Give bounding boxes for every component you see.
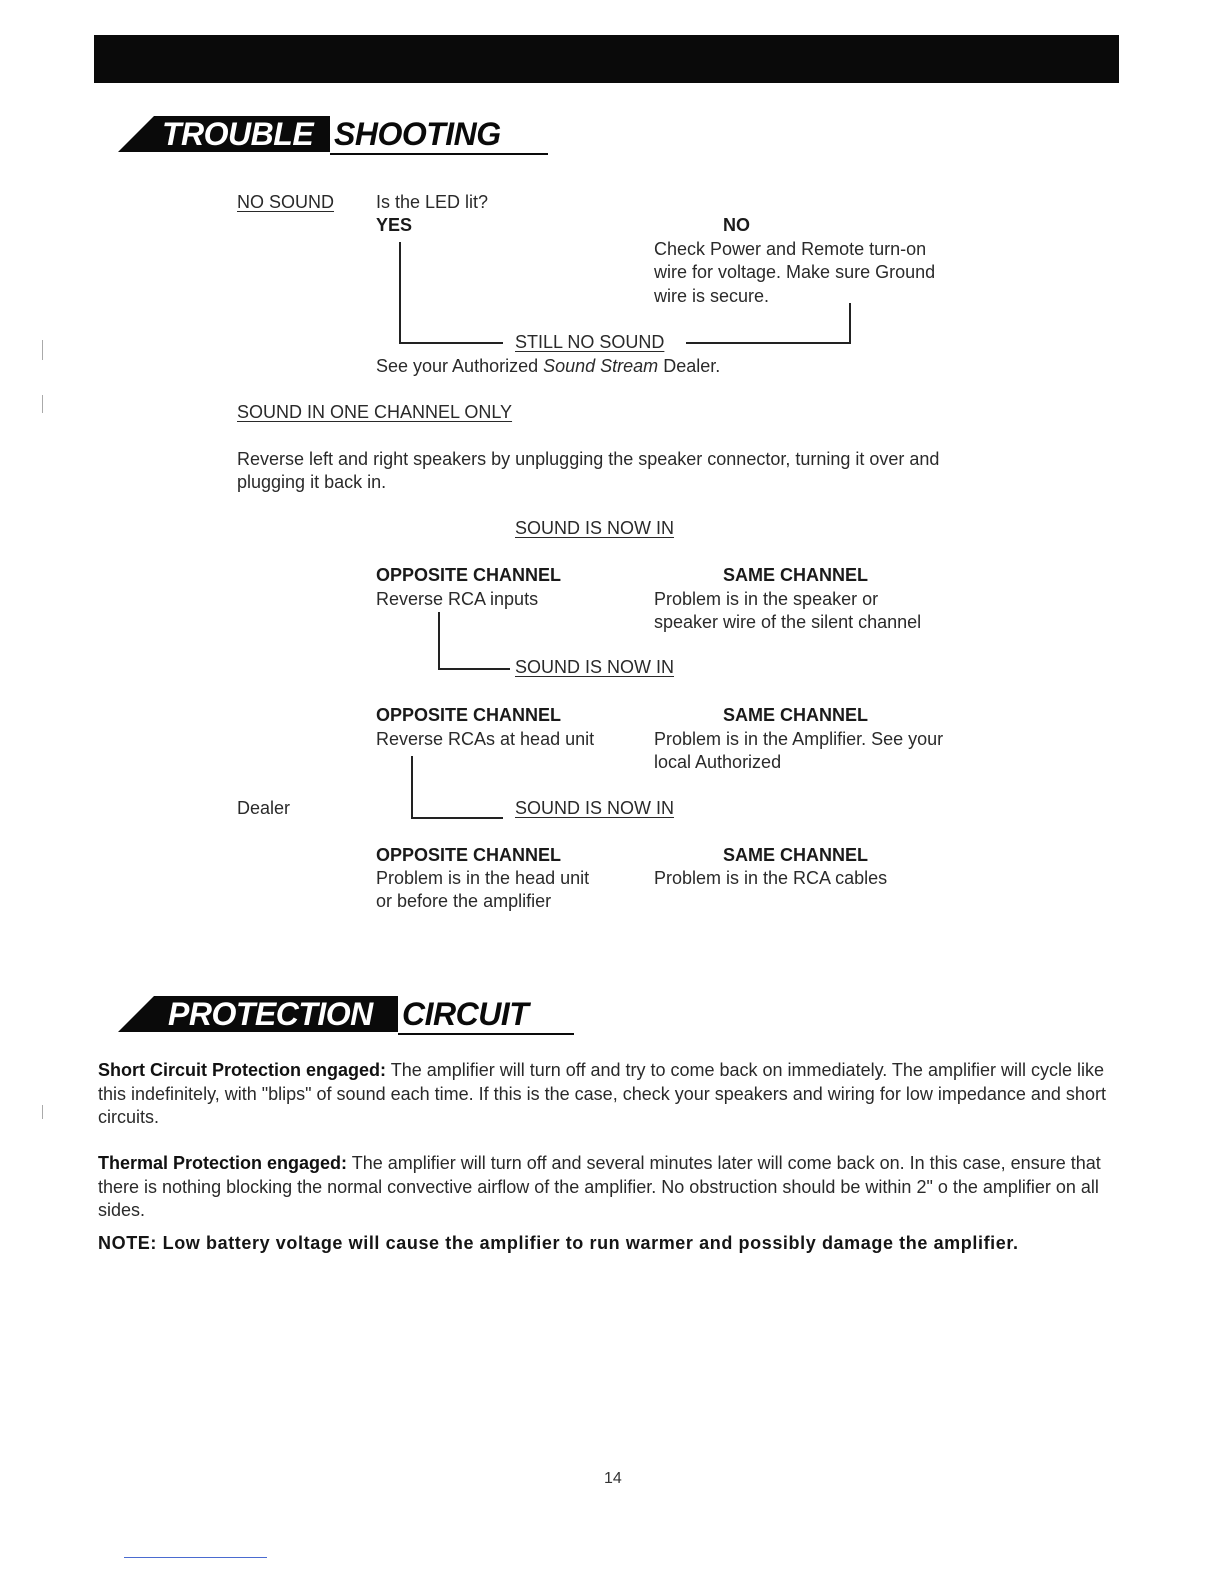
same-channel-text: Problem is in the speaker or (654, 589, 879, 609)
heading-part-a: PROTECTION (168, 996, 373, 1032)
flow-line (438, 612, 440, 669)
thermal-lead: Thermal Protection engaged: (98, 1153, 348, 1173)
sound-now-in: SOUND IS NOW IN (515, 657, 675, 677)
flow-line (411, 817, 503, 819)
no-text-line: wire is secure. (654, 286, 770, 306)
no-text-line: wire for voltage. Make sure Ground (654, 262, 936, 282)
yes-label: YES (376, 215, 413, 235)
same-channel-label: SAME CHANNEL (723, 705, 869, 725)
flow-line (399, 342, 503, 344)
same-channel-label: SAME CHANNEL (723, 565, 869, 585)
same-channel-text: local Authorized (654, 752, 782, 772)
one-channel-label: SOUND IN ONE CHANNEL ONLY (237, 402, 513, 422)
still-no-sound: STILL NO SOUND (515, 332, 665, 352)
short-circuit-paragraph (98, 1059, 1122, 1130)
flow-line (411, 756, 413, 818)
margin-mark (42, 395, 43, 413)
thermal-paragraph (98, 1152, 1132, 1223)
opposite-channel-label: OPPOSITE CHANNEL (376, 705, 562, 725)
opposite-channel-text: Problem is in the head unit (376, 868, 590, 888)
brand-name: Sound Stream (543, 356, 659, 376)
short-circuit-lead: Short Circuit Protection engaged: (98, 1060, 387, 1080)
protection-heading (118, 996, 574, 1036)
bottom-rule (124, 1557, 267, 1558)
see-dealer-text: See your Authorized Sound Stream Dealer. (376, 356, 721, 376)
sound-now-in: SOUND IS NOW IN (515, 518, 675, 538)
heading-part-a: TROUBLE (162, 116, 314, 152)
reverse-text-line: plugging it back in. (237, 472, 387, 492)
dealer-text: Dealer (237, 798, 291, 818)
opposite-channel-label: OPPOSITE CHANNEL (376, 565, 562, 585)
reverse-text-line: Reverse left and right speakers by unplugging the speaker connector, turning it over and (237, 449, 940, 469)
flow-line (849, 303, 851, 344)
margin-mark (42, 1105, 43, 1119)
troubleshooting-heading (118, 116, 548, 156)
opposite-channel-text: or before the amplifier (376, 891, 552, 911)
flow-line (399, 242, 401, 343)
no-sound-label: NO SOUND (237, 192, 335, 212)
heading-part-b: SHOOTING (334, 116, 501, 152)
margin-mark (42, 340, 43, 360)
no-text-line: Check Power and Remote turn-on (654, 239, 927, 259)
same-channel-text: Problem is in the Amplifier. See your (654, 729, 944, 749)
heading-rule (330, 153, 548, 155)
heading-part-b: CIRCUIT (402, 996, 529, 1032)
same-channel-text: Problem is in the RCA cables (654, 868, 888, 888)
note-text: NOTE: Low battery voltage will cause the amplifier to run warmer and possibly damage the amplifier. (98, 1233, 1019, 1253)
flow-line (686, 342, 851, 344)
same-channel-label: SAME CHANNEL (723, 845, 869, 865)
sound-now-in: SOUND IS NOW IN (515, 798, 675, 818)
opposite-channel-label: OPPOSITE CHANNEL (376, 845, 562, 865)
page-number: 14 (604, 1470, 622, 1487)
heading-rule (398, 1033, 574, 1035)
header-bar (94, 35, 1119, 83)
thermal-text: The amplifier will turn off and several minutes later will come back on. In this case, ensure that there is nothing blocking the normal convective airflow of the amplifier. No obstruction should be within 2" o the amplifier on all sides. (98, 1153, 1101, 1220)
flow-line (438, 668, 510, 670)
short-circuit-text: The amplifier will turn off and try to come back on immediately. The amplifier will cycle like this indefinitely, with "blips" of sound each time. If this is the case, check your speakers and wiring for low impedance and short circuits. (98, 1060, 1106, 1127)
led-question: Is the LED lit? (376, 192, 489, 212)
opposite-channel-text: Reverse RCAs at head unit (376, 729, 595, 749)
no-label: NO (723, 215, 750, 235)
opposite-channel-text: Reverse RCA inputs (376, 589, 539, 609)
same-channel-text: speaker wire of the silent channel (654, 612, 922, 632)
